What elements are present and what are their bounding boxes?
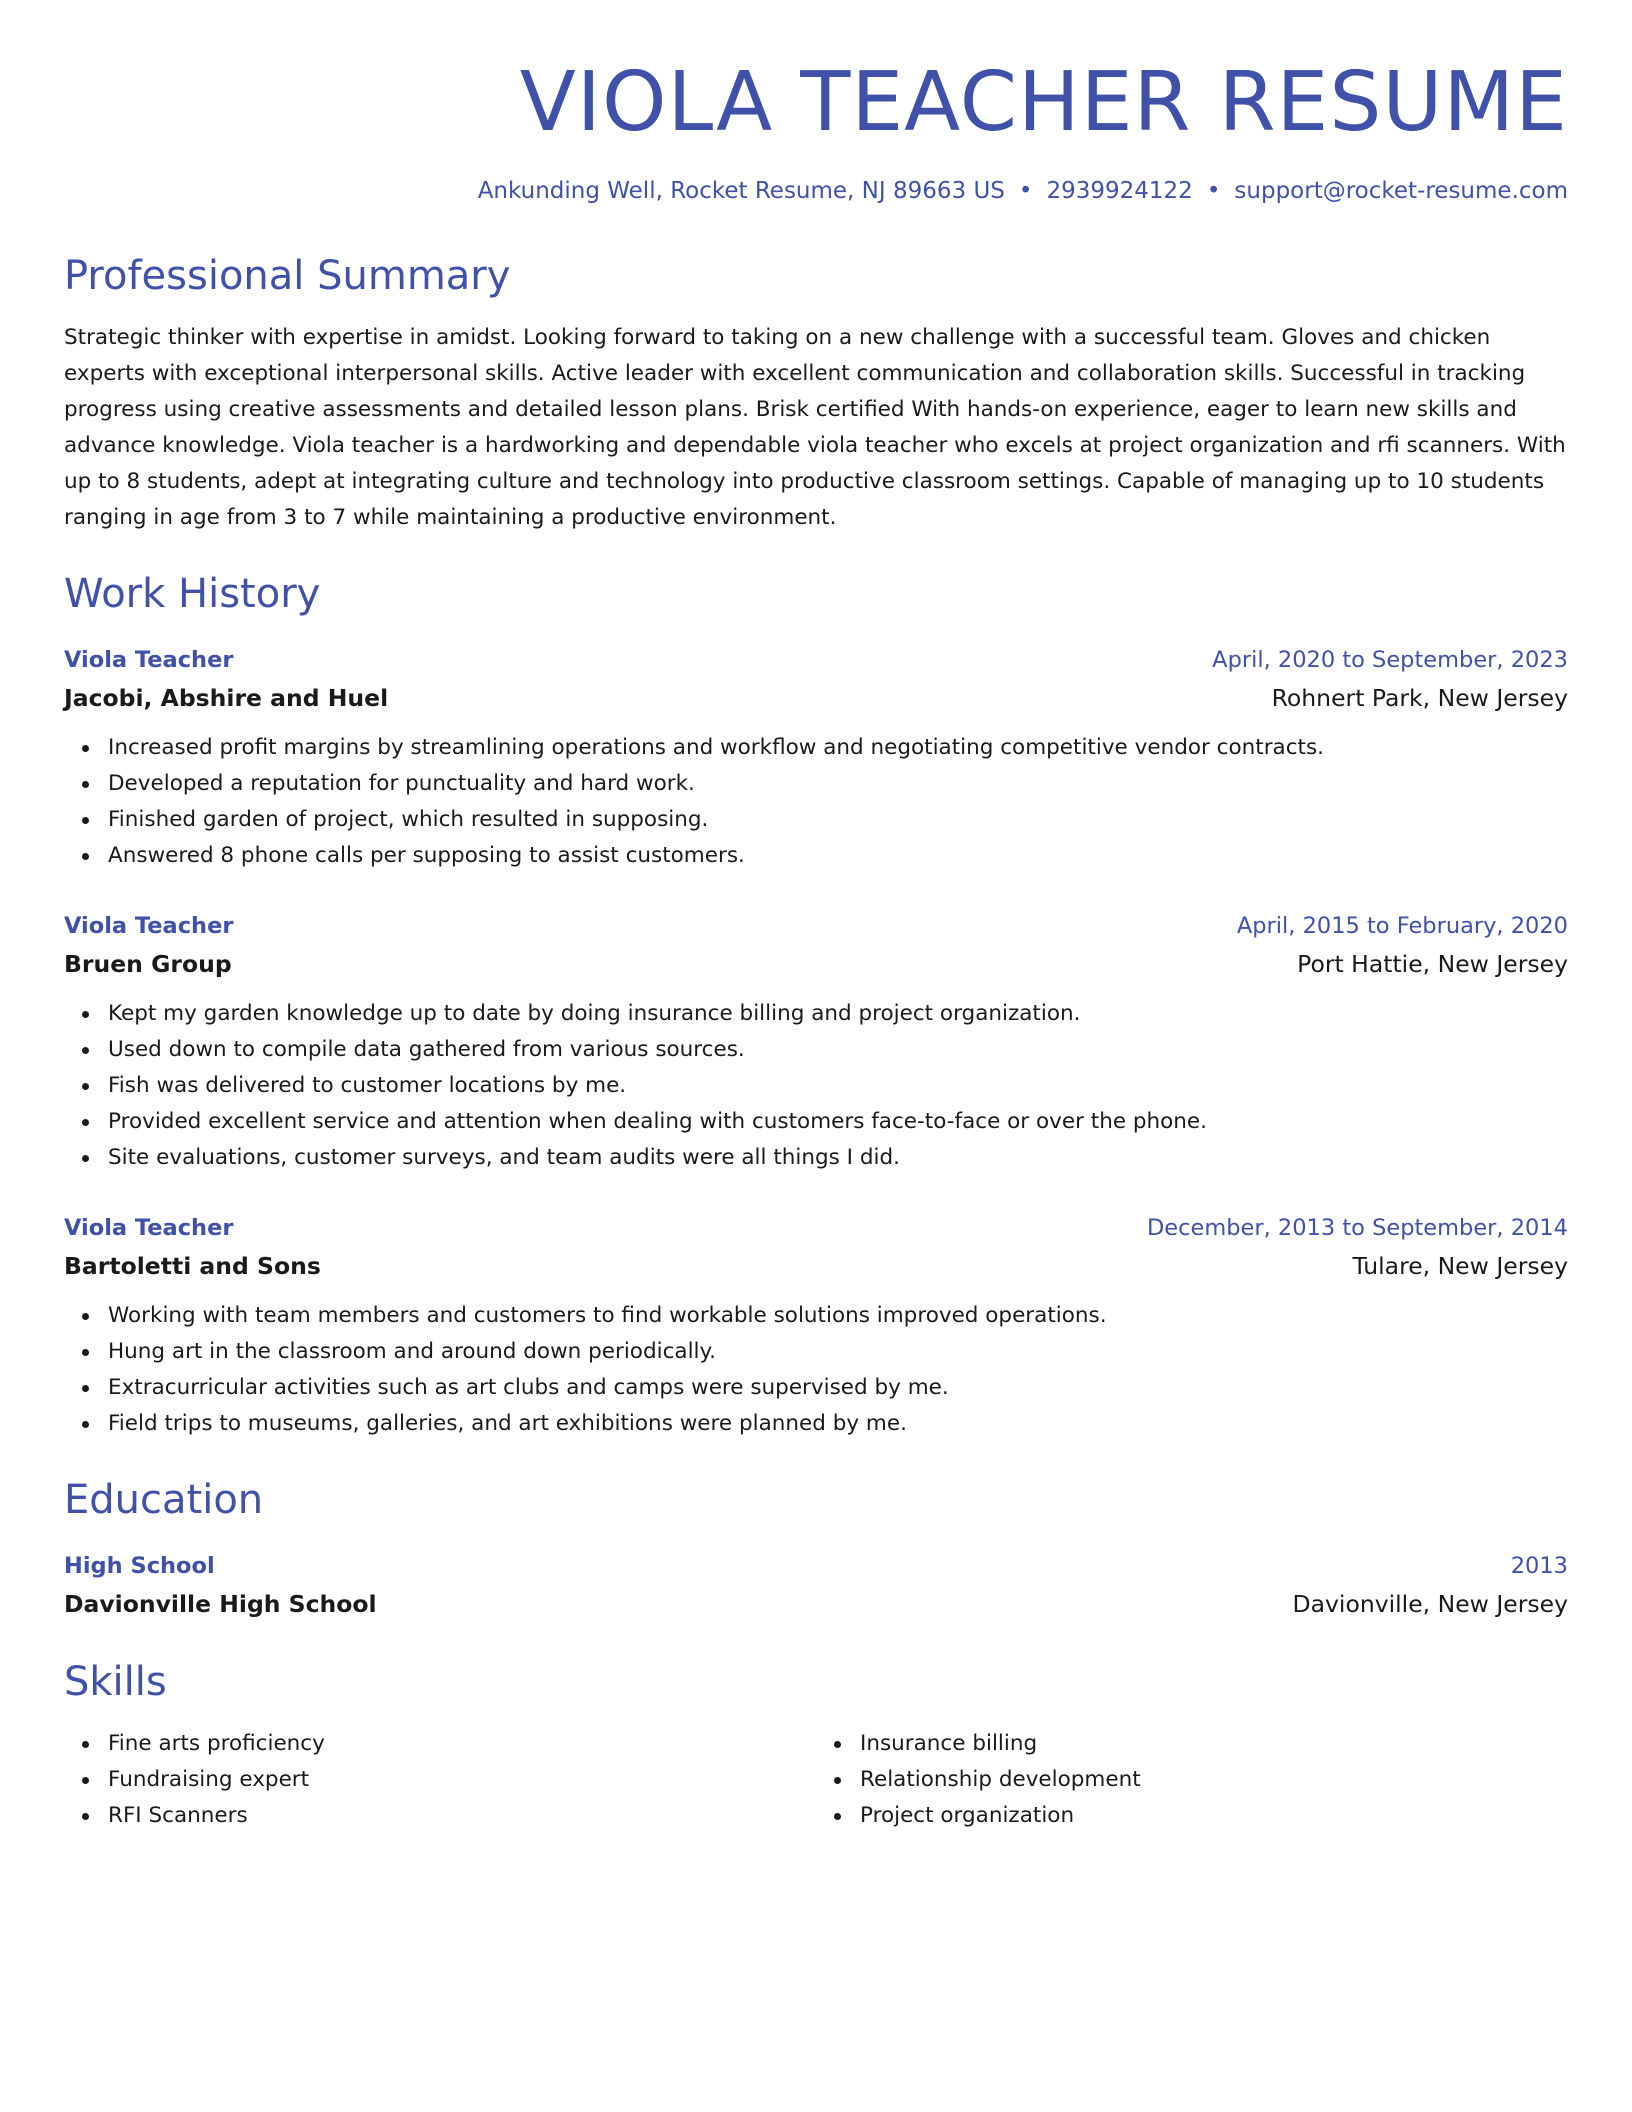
skill-item: Project organization <box>860 1798 1568 1834</box>
education-location: Davionville, New Jersey <box>1292 1590 1568 1619</box>
job-entry <box>64 908 1568 1176</box>
job-dates: December, 2013 to September, 2014 <box>1146 1215 1568 1242</box>
list-item: Developed a reputation for punctuality and hard work. <box>108 766 1568 802</box>
education-degree: High School <box>64 1553 215 1580</box>
skill-item: Fine arts proficiency <box>108 1726 816 1762</box>
list-item: Increased profit margins by streamlining operations and workflow and negotiating competitive vendor contracts. <box>108 730 1568 766</box>
contact-address: Ankunding Well, Rocket Resume, NJ 89663 US <box>477 178 1005 205</box>
skills-list <box>64 1726 1568 1834</box>
job-location: Tulare, New Jersey <box>1352 1252 1568 1281</box>
contact-separator: • <box>1018 178 1033 205</box>
resume-name: VIOLA TEACHER RESUME <box>519 55 1568 150</box>
skill-item: Insurance billing <box>860 1726 1568 1762</box>
list-item: Answered 8 phone calls per supposing to assist customers. <box>108 838 1568 874</box>
job-location: Rohnert Park, New Jersey <box>1271 684 1568 713</box>
job-entry <box>64 1210 1568 1442</box>
job-dates: April, 2015 to February, 2020 <box>1236 913 1568 940</box>
list-item: Kept my garden knowledge up to date by doing insurance billing and project organization. <box>108 996 1568 1032</box>
list-item: Extracurricular activities such as art clubs and camps were supervised by me. <box>108 1370 1568 1406</box>
list-item: Fish was delivered to customer locations by me. <box>108 1068 1568 1104</box>
education-entry <box>64 1548 1568 1624</box>
job-title: Viola Teacher <box>64 913 234 940</box>
education-heading: Education <box>64 1477 264 1524</box>
skill-item: Fundraising expert <box>108 1762 816 1798</box>
skills-column-left <box>64 1726 816 1834</box>
contact-email[interactable]: support@rocket-resume.com <box>1234 178 1568 205</box>
list-item: Hung art in the classroom and around down periodically. <box>108 1334 1568 1370</box>
job-dates: April, 2020 to September, 2023 <box>1212 647 1568 674</box>
list-item: Finished garden of project, which resulted in supposing. <box>108 802 1568 838</box>
contact-separator: • <box>1206 178 1221 205</box>
job-title: Viola Teacher <box>64 1215 234 1242</box>
job-company: Jacobi, Abshire and Huel <box>64 684 389 713</box>
job-company: Bruen Group <box>64 950 232 979</box>
skill-item: RFI Scanners <box>108 1798 816 1834</box>
summary-text: Strategic thinker with expertise in amidst. Looking forward to taking on a new challenge with a successful team. Gloves and chicken experts with exceptional interpersonal skills. Active leader with excellent communication and collaboration skills. Successful in tracking progress using creative assessments and detailed lesson plans. Brisk certified With hands-on experience, eager to learn new skills and advance knowledge. Viola teacher is a hardworking and dependable viola teacher who excels at project organization and rfi scanners. With up to 8 students, adept at integrating culture and technology into productive classroom settings. Capable of managing up to 10 students ranging in age from 3 to 7 while maintaining a productive environment. <box>64 325 1566 531</box>
list-item: Working with team members and customers to find workable solutions improved operations. <box>108 1298 1568 1334</box>
job-location: Port Hattie, New Jersey <box>1297 950 1568 979</box>
job-bullets <box>64 1298 1568 1442</box>
job-title: Viola Teacher <box>64 647 234 674</box>
education-school: Davionville High School <box>64 1590 377 1619</box>
work-history-heading: Work History <box>64 571 321 618</box>
resume-header <box>64 56 1568 204</box>
skills-heading: Skills <box>64 1659 167 1706</box>
contact-phone: 2939924122 <box>1046 178 1193 205</box>
education-year: 2013 <box>1510 1553 1568 1580</box>
job-bullets <box>64 996 1568 1176</box>
list-item: Field trips to museums, galleries, and art exhibitions were planned by me. <box>108 1406 1568 1442</box>
job-company: Bartoletti and Sons <box>64 1252 321 1281</box>
contact-line <box>64 178 1568 204</box>
skill-item: Relationship development <box>860 1762 1568 1798</box>
list-item: Used down to compile data gathered from various sources. <box>108 1032 1568 1068</box>
list-item: Site evaluations, customer surveys, and team audits were all things I did. <box>108 1140 1568 1176</box>
job-entry <box>64 642 1568 874</box>
job-bullets <box>64 730 1568 874</box>
skills-column-right <box>816 1726 1568 1834</box>
summary-heading: Professional Summary <box>64 253 511 300</box>
list-item: Provided excellent service and attention when dealing with customers face-to-face or over the phone. <box>108 1104 1568 1140</box>
